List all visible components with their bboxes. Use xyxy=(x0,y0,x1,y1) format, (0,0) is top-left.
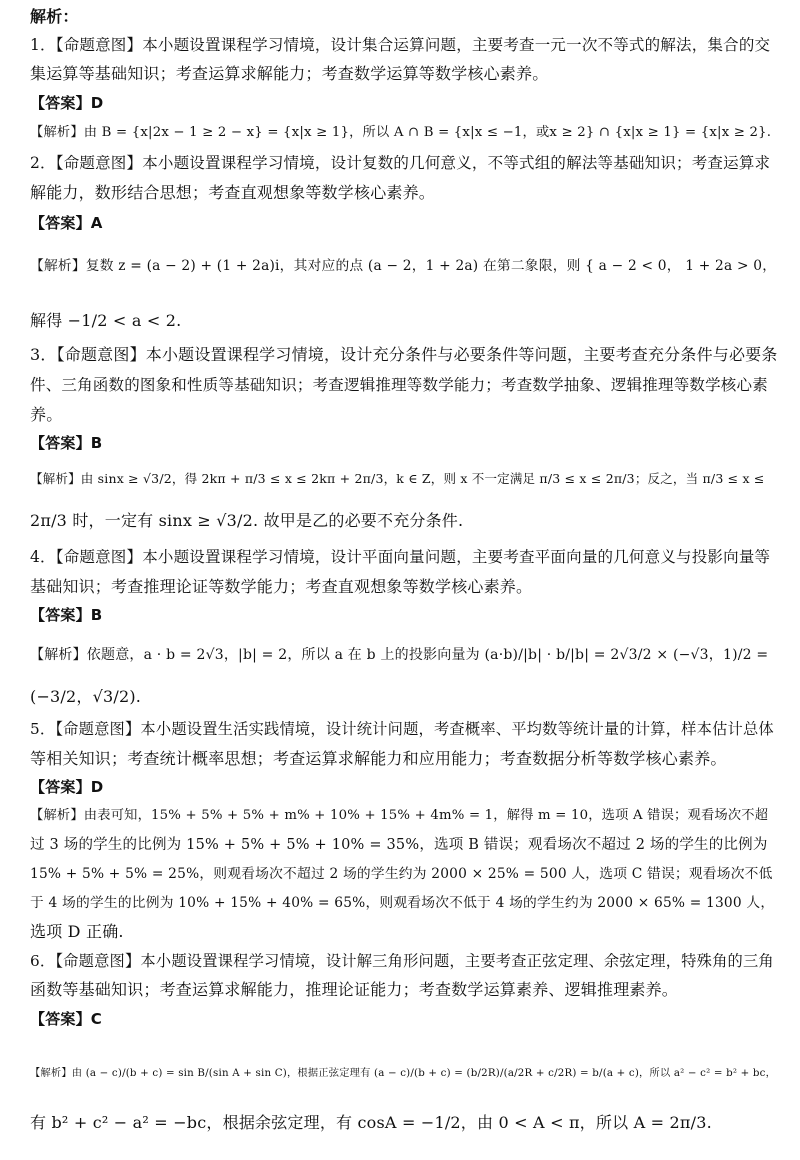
q6-analysis-line-1: 【解析】由 (a − c)/(b + c) = sin B/(sin A + sin C)，根据正弦定理有 (a − c)/(b + c) = (b/2R)/(a/2R + c/2R) = b/(a + c)，所以 a² − c² = b² + bc， xyxy=(30,1067,777,1079)
q4-intent-line-2: 基础知识；考查推理论证等数学能力；考查直观想象等数学核心素养。 xyxy=(30,577,533,596)
q2-analysis-line-2: 解得 −1/2 < a < 2. xyxy=(30,311,182,330)
q3-answer: 【答案】B xyxy=(30,434,103,452)
q4-analysis-line-2: (−3/2，√3/2). xyxy=(30,687,142,706)
q1-intent-line-2: 集运算等基础知识；考查运算求解能力；考查数学运算等数学核心素养。 xyxy=(30,64,549,83)
q4-answer: 【答案】B xyxy=(30,606,103,624)
q1-answer: 【答案】D xyxy=(30,94,104,112)
q5-analysis-line-4: 于 4 场的学生的比例为 10% + 15% + 40% = 65%，则观看场次不低于 4 场的学生约为 2000 × 65% = 1300 人， xyxy=(30,895,775,911)
q5-analysis-line-5: 选项 D 正确. xyxy=(30,922,124,941)
q5-intent-line-2: 等相关知识；考查统计概率思想；考查运算求解能力和应用能力；考查数据分析等数学核心素养。 xyxy=(30,749,727,768)
q2-answer: 【答案】A xyxy=(30,214,103,232)
q3-intent-line-2: 件、三角函数的图象和性质等基础知识；考查逻辑推理等数学能力；考查数学抽象、逻辑推理等数学核心素 xyxy=(30,376,768,394)
q3-analysis-line-1: 【解析】由 sinx ≥ √3/2，得 2kπ + π/3 ≤ x ≤ 2kπ + 2π/3，k ∈ Z，则 x 不一定满足 π/3 ≤ x ≤ 2π/3；反之，当 π/3 ≤ x ≤ xyxy=(30,471,765,486)
q5-answer: 【答案】D xyxy=(30,778,104,796)
q1-analysis-line-1: 【解析】由 B = {x|2x − 1 ≥ 2 − x} = {x|x ≥ 1}，所以 A ∩ B = {x|x ≤ −1，或x ≥ 2} ∩ {x|x ≥ 1} = {x|x ≥ 2}. xyxy=(30,125,772,140)
q5-analysis-line-3: 15% + 5% + 5% = 25%，则观看场次不超过 2 场的学生约为 2000 × 25% = 500 人，选项 C 错误；观看场次不低 xyxy=(30,866,773,882)
q3-analysis-line-2: 2π/3 时，一定有 sinx ≥ √3/2. 故甲是乙的必要不充分条件. xyxy=(30,511,464,530)
q6-intent-line-1: 6．【命题意图】本小题设置课程学习情境，设计解三角形问题，主要考查正弦定理、余弦定理，特殊角的三角 xyxy=(30,952,774,970)
q5-analysis-line-1: 【解析】由表可知，15% + 5% + 5% + m% + 10% + 15% + 4m% = 1，解得 m = 10，选项 A 错误；观看场次不超 xyxy=(30,808,769,823)
q3-intent-line-3: 养。 xyxy=(30,405,63,424)
q6-answer: 【答案】C xyxy=(30,1010,103,1028)
q1-intent-line-1: 1．【命题意图】本小题设置课程学习情境，设计集合运算问题，主要考查一元一次不等式的解法，集合的交 xyxy=(30,36,771,54)
q3-intent-line-1: 3．【命题意图】本小题设置课程学习情境，设计充分条件与必要条件等问题，主要考查充分条件与必要条 xyxy=(30,345,778,364)
q6-intent-line-2: 函数等基础知识；考查运算求解能力，推理论证能力；考查数学运算素养、逻辑推理素养。 xyxy=(30,980,679,999)
q6-analysis-line-2: 有 b² + c² − a² = −bc，根据余弦定理，有 cosA = −1/2，由 0 < A < π，所以 A = 2π/3. xyxy=(30,1113,712,1132)
q2-analysis-line-1: 【解析】复数 z = (a − 2) + (1 + 2a)i，其对应的点 (a − 2，1 + 2a) 在第二象限，则 { a − 2 < 0， 1 + 2a > 0， xyxy=(30,258,777,274)
q4-intent-line-1: 4．【命题意图】本小题设置课程学习情境，设计平面向量问题，主要考查平面向量的几何意义与投影向量等 xyxy=(30,548,771,566)
q2-intent-line-2: 解能力，数形结合思想；考查直观想象等数学核心素养。 xyxy=(30,183,436,202)
q4-analysis-line-1: 【解析】依题意，a · b = 2√3，|b| = 2，所以 a 在 b 上的投影向量为 (a·b)/|b| · b/|b| = 2√3/2 × (−√3，1)/2 = xyxy=(30,647,769,663)
q5-intent-line-1: 5．【命题意图】本小题设置生活实践情境，设计统计问题，考查概率、平均数等统计量的计算，样本估计总体 xyxy=(30,720,774,738)
q5-analysis-line-2: 过 3 场的学生的比例为 15% + 5% + 5% + 10% = 35%，选项 B 错误；观看场次不超过 2 场的学生的比例为 xyxy=(30,837,768,853)
page-header: 解析： xyxy=(30,7,79,26)
q2-intent-line-1: 2．【命题意图】本小题设置课程学习情境，设计复数的几何意义，不等式组的解法等基础知识；考查运算求 xyxy=(30,154,771,172)
